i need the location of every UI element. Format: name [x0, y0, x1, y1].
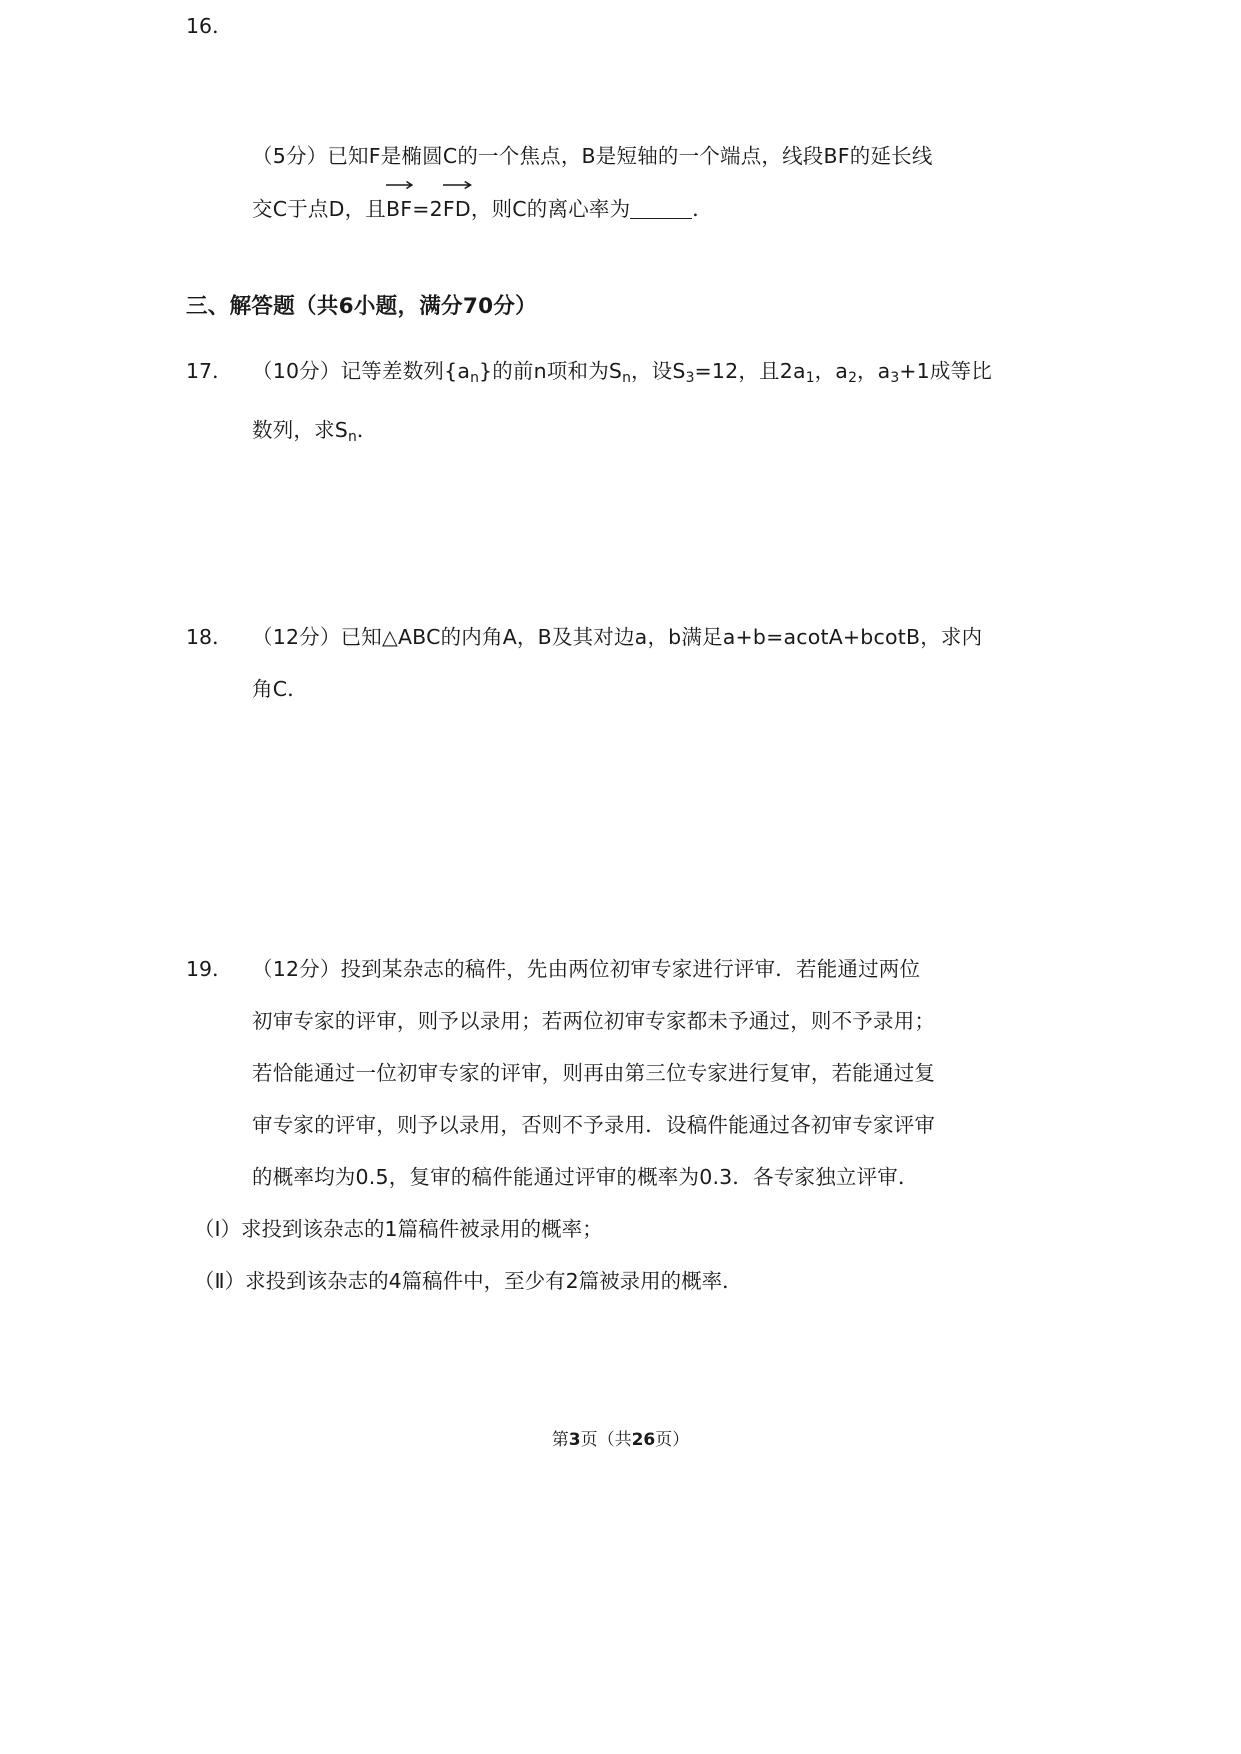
spacer-after-problem-16	[186, 235, 1066, 287]
problem-16-score: （5分）	[252, 144, 328, 168]
vector-bf-label: BF	[386, 197, 413, 221]
problem-18-body	[252, 611, 1066, 715]
subscript-2: 2	[848, 369, 857, 386]
page-footer	[0, 1425, 1241, 1450]
problem-16	[186, 0, 1066, 235]
problem-17-text-2a: 数列，求S	[252, 417, 349, 442]
problem-17-text-1a: 记等差数列{a	[340, 359, 471, 383]
problem-19-line-3: 若恰能通过一位初审专家的评审，则再由第三位专家进行复审，若能通过复	[252, 1060, 936, 1085]
problem-17-text-1c: ，设S	[630, 359, 686, 383]
problem-18	[186, 611, 1066, 715]
problem-19-line-4: 审专家的评审，则予以录用，否则不予录用．设稿件能通过各初审专家评审	[252, 1112, 936, 1137]
problem-16-line-1	[252, 130, 1066, 182]
problem-16-text-2a: 交C于点D，且	[252, 197, 386, 221]
vector-fd-label: FD	[442, 197, 471, 221]
subscript-3: 3	[685, 369, 695, 386]
problem-16-number: 16．	[186, 14, 233, 38]
footer-current-page: 3	[568, 1430, 581, 1450]
problem-17-number: 17．	[186, 359, 233, 383]
problem-18-score: （12分）	[252, 624, 341, 649]
problem-17-body	[252, 345, 1066, 463]
problem-18-number: 18．	[186, 624, 233, 649]
problem-17-text-1f: ，a	[856, 359, 891, 383]
problem-19-text-1: 投到某杂志的稿件，先由两位初审专家进行评审．若能通过两位	[340, 956, 921, 981]
problem-17-text-1e: ，a	[814, 359, 849, 383]
spacer-after-heading	[186, 327, 1066, 345]
answer-blank[interactable]	[630, 218, 692, 219]
problem-17-line-2	[252, 404, 1066, 463]
problem-19	[186, 943, 1066, 1203]
footer-suffix: 页）	[655, 1430, 690, 1450]
vector-fd	[443, 182, 471, 235]
footer-total-pages: 26	[631, 1430, 656, 1450]
problem-18-text-1: 已知△ABC的内角A，B及其对边a，b满足a+b=acotA+bcotB，求内	[340, 624, 983, 649]
vector-arrow-icon	[386, 180, 413, 189]
problem-19-line-5: 的概率均为0.5，复审的稿件能通过评审的概率为0.3．各专家独立评审．	[252, 1164, 919, 1189]
section-heading-3: 三、解答题（共6小题，满分70分）	[186, 294, 537, 319]
problem-18-line-1	[252, 611, 1066, 663]
page-content	[186, 0, 1066, 1307]
footer-prefix: 第	[551, 1430, 569, 1450]
problem-19-subquestion-2: （Ⅱ）求投到该杂志的4篇稿件中，至少有2篇被录用的概率．	[194, 1268, 743, 1293]
problem-17-text-2b: ．	[356, 417, 378, 442]
problem-18-line-2: 角C．	[252, 676, 308, 701]
problem-16-body	[252, 130, 1066, 235]
answer-space-problem-17	[186, 463, 1066, 611]
answer-space-problem-18	[186, 715, 1066, 943]
problem-19-score: （12分）	[252, 956, 341, 981]
problem-19-subquestion-1: （Ⅰ）求投到该杂志的1篇稿件被录用的概率；	[194, 1216, 603, 1241]
problem-17	[186, 345, 1066, 463]
problem-16-text-1: 已知F是椭圆C的一个焦点，B是短轴的一个端点，线段BF的延长线	[327, 144, 933, 168]
subscript-3b: 3	[890, 369, 900, 386]
vector-arrow-icon	[443, 180, 472, 189]
problem-19-line-1	[252, 943, 1066, 995]
subscript-n: n	[470, 369, 479, 386]
problem-17-score: （10分）	[252, 359, 341, 383]
problem-17-text-1g: +1成等比	[899, 359, 993, 383]
problem-16-line-2	[252, 182, 1066, 235]
vector-bf	[386, 182, 412, 235]
problem-17-line-1	[252, 345, 1066, 404]
problem-16-text-2b: ，则C的离心率为	[470, 197, 631, 221]
problem-19-body	[252, 943, 1066, 1203]
subscript-n: n	[622, 369, 631, 386]
subscript-1: 1	[805, 369, 815, 386]
subscript-n: n	[348, 428, 357, 445]
problem-19-number: 19．	[186, 956, 233, 981]
problem-16-eq: =2	[412, 197, 443, 221]
footer-middle: 页（共	[580, 1430, 632, 1450]
problem-17-text-1b: }的前n项和为S	[478, 359, 623, 383]
problem-16-text-2c: ．	[692, 197, 713, 221]
problem-17-text-1d: =12，且2a	[694, 359, 806, 383]
problem-19-line-2: 初审专家的评审，则予以录用；若两位初审专家都未予通过，则不予录用；	[252, 1008, 936, 1033]
